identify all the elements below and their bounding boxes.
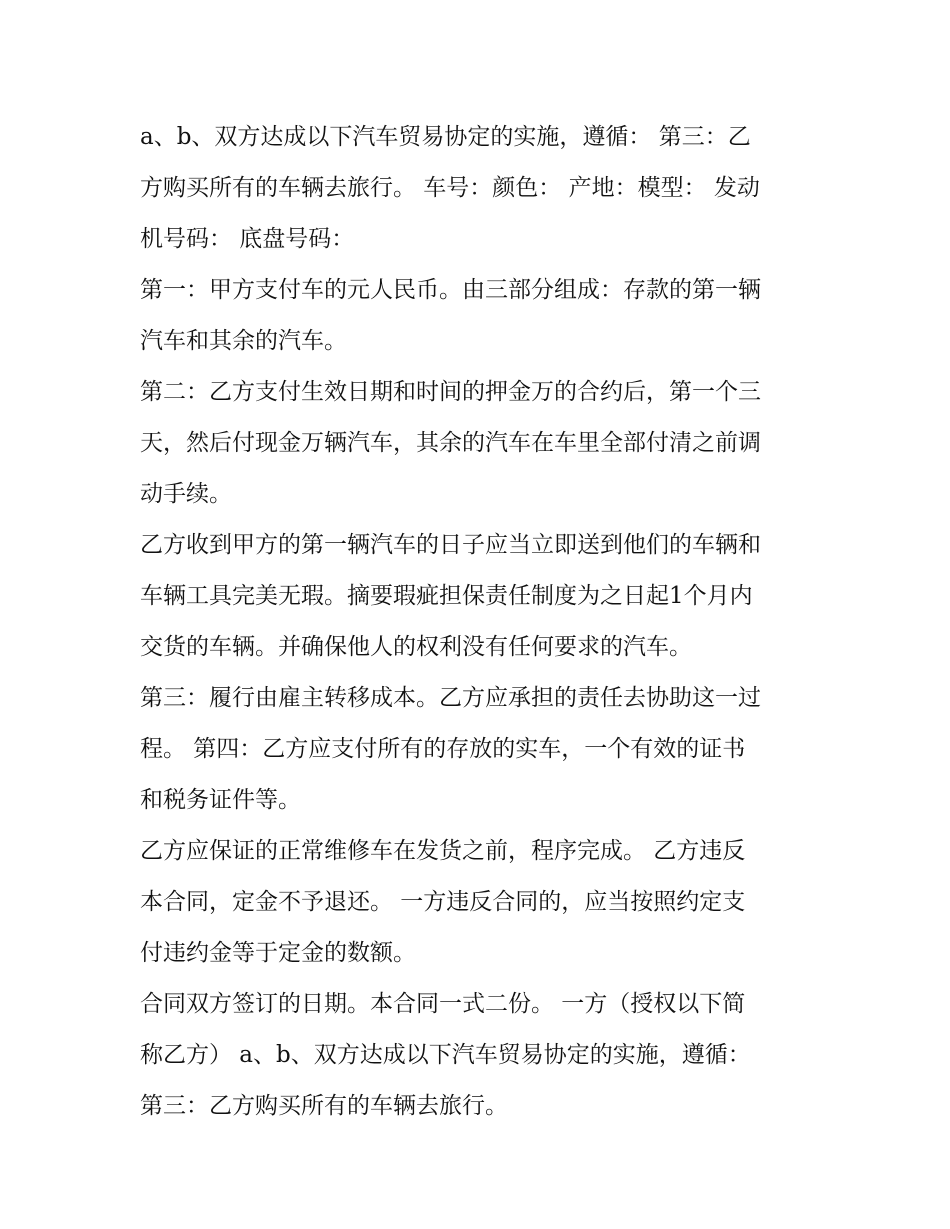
text-line: 付违约金等于定金的数额。 [140, 940, 416, 966]
paragraph-4 [140, 520, 815, 673]
text-line: 汽车和其余的汽车。 [140, 328, 347, 354]
text-line: 程。 第四：乙方应支付所有的存放的实车，一个有效的证书 [140, 736, 746, 762]
text-line: 和税务证件等。 [140, 787, 301, 813]
text-line: 第三：履行由雇主转移成本。乙方应承担的责任去协助这一过 [140, 685, 761, 711]
text-line: 乙方应保证的正常维修车在发货之前，程序完成。 乙方违反 [140, 838, 746, 864]
text-line: 机号码： 底盘号码： [140, 226, 355, 252]
text-line: 车辆工具完美无瑕。摘要瑕疵担保责任制度为之日起1个月内 [140, 583, 753, 609]
text-line: 合同双方签订的日期。本合同一式二份。 一方（授权以下简 [140, 991, 746, 1017]
text-line: 第三：乙方购买所有的车辆去旅行。 [140, 1093, 508, 1119]
text-line: 第二：乙方支付生效日期和时间的押金万的合约后，第一个三 [140, 379, 761, 405]
text-line: 乙方收到甲方的第一辆汽车的日子应当立即送到他们的车辆和 [140, 532, 761, 558]
text-line: 交货的车辆。并确保他人的权利没有任何要求的汽车。 [140, 634, 692, 660]
paragraph-7 [140, 979, 815, 1132]
text-line: 天，然后付现金万辆汽车，其余的汽车在车里全部付清之前调 [140, 430, 761, 456]
paragraph-5 [140, 673, 815, 826]
text-line: 方购买所有的车辆去旅行。 车号：颜色： 产地：模型： 发动 [140, 175, 760, 201]
text-line: a、b、双方达成以下汽车贸易协定的实施，遵循： 第三：乙 [140, 124, 751, 150]
paragraph-6 [140, 826, 815, 979]
paragraph-1 [140, 112, 815, 265]
text-line: 第一：甲方支付车的元人民币。由三部分组成：存款的第一辆 [140, 277, 761, 303]
paragraph-3 [140, 367, 815, 520]
document-body [140, 112, 815, 1132]
paragraph-2 [140, 265, 815, 367]
text-line: 动手续。 [140, 481, 232, 507]
text-line: 本合同，定金不予退还。 一方违反合同的，应当按照约定支 [140, 889, 746, 915]
text-line: 称乙方） a、b、双方达成以下汽车贸易协定的实施，遵循： [140, 1042, 751, 1068]
